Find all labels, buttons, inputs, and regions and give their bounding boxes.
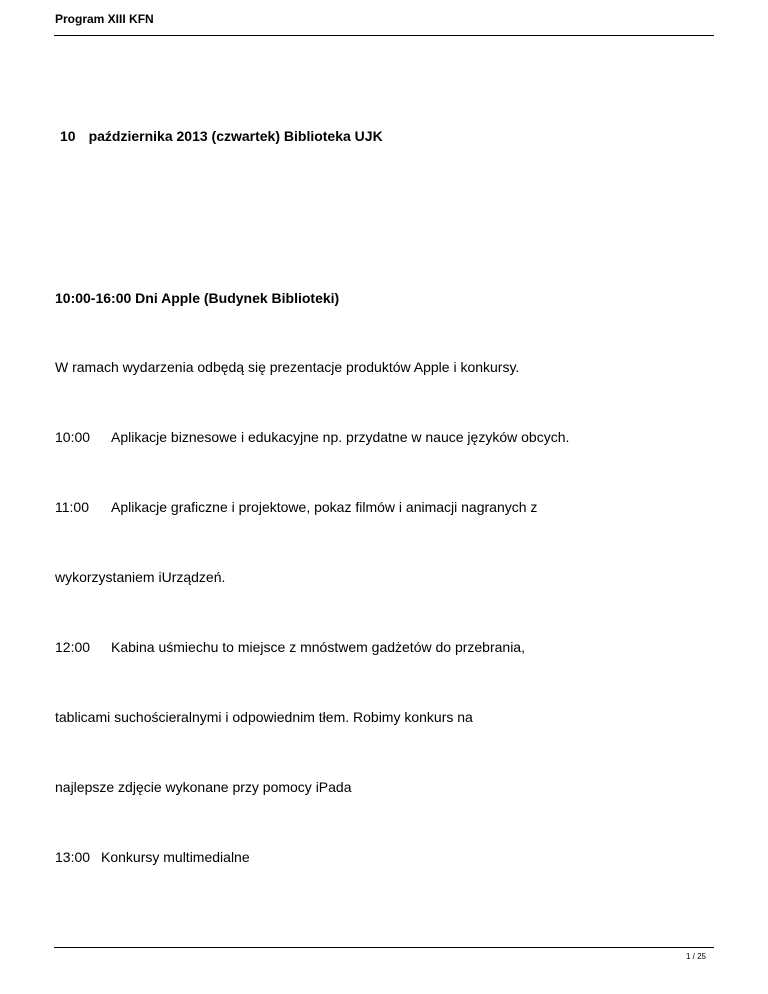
date-heading	[60, 128, 383, 144]
footer-divider	[54, 947, 714, 948]
schedule-item-text: Aplikacje graficzne i projektowe, pokaz filmów i animacji nagranych z	[111, 499, 538, 515]
schedule-item-time: 11:00	[55, 499, 89, 515]
schedule-item-continuation: najlepsze zdjęcie wykonane przy pomocy iPada	[55, 779, 352, 795]
schedule-item-text: Kabina uśmiechu to miejsce z mnóstwem gadżetów do przebrania,	[111, 639, 525, 655]
schedule-item	[55, 429, 569, 445]
document-header-title: Program XIII KFN	[55, 12, 154, 26]
event-intro: W ramach wydarzenia odbędą się prezentacje produktów Apple i konkursy.	[55, 359, 520, 375]
event-heading: 10:00-16:00 Dni Apple (Budynek Biblioteki)	[55, 290, 340, 306]
schedule-item-text: Konkursy multimedialne	[101, 849, 250, 865]
schedule-item-continuation: tablicami suchościeralnymi i odpowiednim tłem. Robimy konkurs na	[55, 709, 473, 725]
schedule-item-time: 13:00	[55, 849, 91, 865]
schedule-item-continuation: wykorzystaniem iUrządzeń.	[55, 569, 226, 585]
date-heading-day: 10	[60, 128, 76, 144]
schedule-item	[55, 499, 537, 515]
header-divider	[54, 35, 714, 36]
schedule-item	[55, 849, 250, 865]
schedule-item-text: Aplikacje biznesowe i edukacyjne np. przydatne w nauce języków obcych.	[111, 429, 570, 445]
schedule-item-time: 12:00	[55, 639, 91, 655]
schedule-item-time: 10:00	[55, 429, 91, 445]
date-heading-text: października 2013 (czwartek) Biblioteka UJK	[88, 128, 383, 144]
page-number: 1 / 25	[685, 952, 706, 961]
schedule-item	[55, 639, 525, 655]
